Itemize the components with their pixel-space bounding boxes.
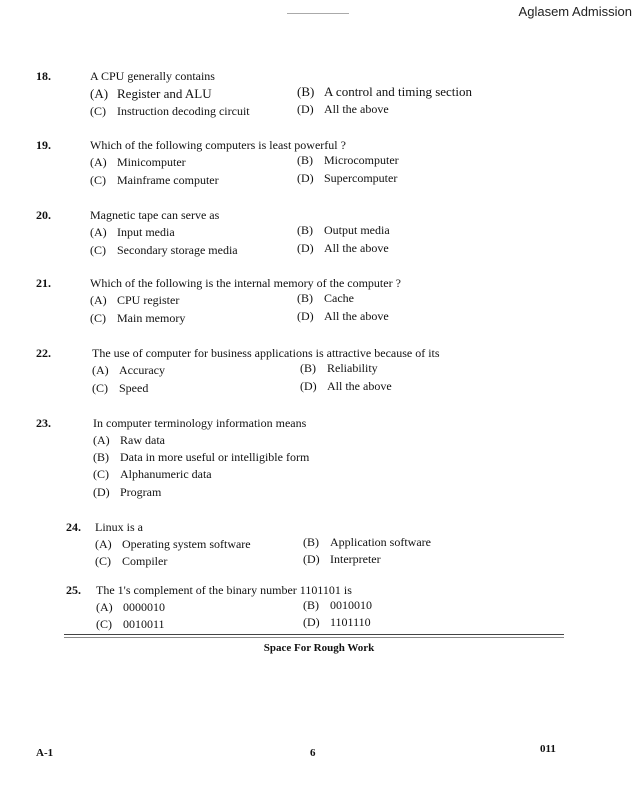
question-stem: Linux is a [95, 520, 143, 534]
option-a: (A) Input media [90, 225, 175, 239]
option-d: (D) 1101110 [303, 615, 371, 629]
question-number: 24. [66, 520, 81, 534]
option-b: (B) Cache [297, 291, 354, 305]
option-d: (D) Supercomputer [297, 171, 398, 185]
option-a: (A) 0000010 [96, 600, 165, 614]
option-a: (A) Register and ALU [90, 86, 212, 101]
question-stem: Which of the following computers is least powerful ? [90, 138, 346, 152]
option-d: (D) All the above [297, 309, 389, 323]
watermark-text: Aglasem Admission [518, 4, 632, 19]
question-stem: The 1's complement of the binary number 1101101 is [96, 583, 352, 597]
question-stem: A CPU generally contains [90, 69, 215, 83]
question-number: 19. [36, 138, 51, 152]
question-number: 23. [36, 416, 51, 430]
question-number: 21. [36, 276, 51, 290]
question-number: 22. [36, 346, 51, 360]
rough-work-label: Space For Rough Work [263, 642, 375, 654]
question-stem: In computer terminology information means [93, 416, 307, 430]
option-b: (B) A control and timing section [297, 84, 473, 99]
option-b: (B) Output media [297, 223, 390, 237]
option-a: (A) Raw data [93, 433, 165, 447]
option-c: (C) Main memory [90, 311, 186, 325]
option-a: (A) Operating system software [95, 537, 251, 551]
option-c: (C) 0010011 [96, 617, 165, 631]
option-b: (B) Application software [303, 535, 431, 549]
question-stem: Magnetic tape can serve as [90, 208, 220, 222]
top-rule [287, 13, 349, 14]
option-c: (C) Compiler [95, 554, 168, 568]
option-a: (A) Minicomputer [90, 155, 186, 169]
question-number: 20. [36, 208, 51, 222]
option-b: (B) Reliability [300, 361, 378, 375]
option-c: (C) Secondary storage media [90, 243, 238, 257]
footer-booklet-code: A-1 [36, 747, 54, 759]
option-d: (D) All the above [300, 379, 392, 393]
option-b: (B) 0010010 [303, 598, 372, 612]
question-stem: The use of computer for business applications is attractive because of its [92, 346, 440, 360]
option-a: (A) Accuracy [92, 363, 165, 377]
question-stem: Which of the following is the internal memory of the computer ? [90, 276, 401, 290]
option-b: (B) Data in more useful or intelligible form [93, 450, 310, 464]
option-d: (D) Interpreter [303, 552, 381, 566]
option-c: (C) Speed [92, 381, 149, 395]
footer-page-number: 6 [310, 747, 316, 759]
question-number: 25. [66, 583, 81, 597]
question-number: 18. [36, 69, 51, 83]
option-d: (D) Program [93, 485, 162, 499]
option-c: (C) Mainframe computer [90, 173, 219, 187]
divider-rule [64, 634, 564, 635]
option-b: (B) Microcomputer [297, 153, 399, 167]
option-a: (A) CPU register [90, 293, 180, 307]
option-c: (C) Alphanumeric data [93, 467, 212, 481]
divider-rule [64, 637, 564, 638]
option-c: (C) Instruction decoding circuit [90, 104, 250, 118]
option-d: (D) All the above [297, 241, 389, 255]
option-d: (D) All the above [297, 102, 389, 116]
footer-paper-code: 011 [540, 743, 556, 755]
